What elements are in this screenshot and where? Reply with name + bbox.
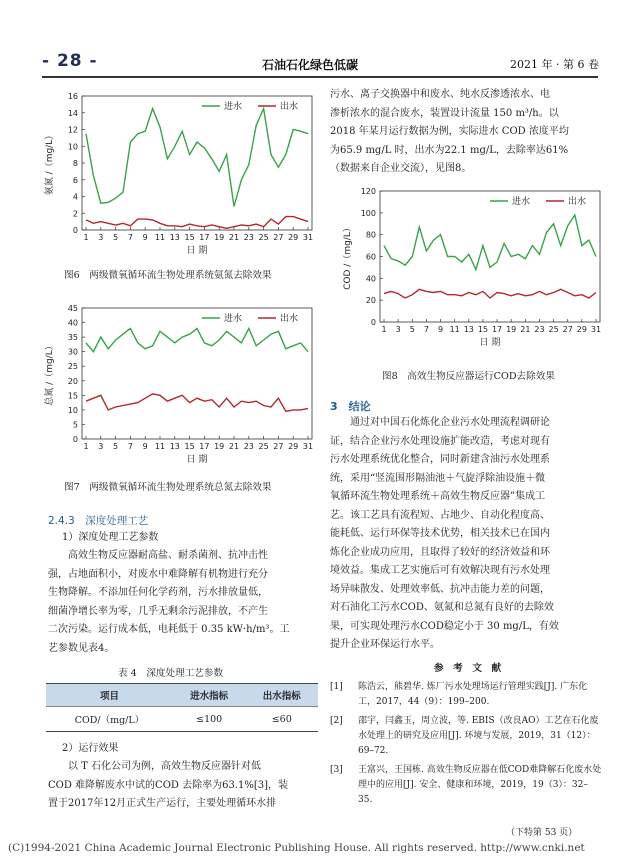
x-tick-label: 13	[169, 233, 180, 242]
legend-label: 出水	[280, 102, 299, 112]
reference-text: 陈浩云，熊碧华. 炼厂污水处理场运行管理实践[J]. 广东化工，2017，44（9）：199–200.	[358, 682, 588, 707]
x-tick-label: 27	[562, 325, 573, 334]
x-tick-label: 9	[142, 442, 148, 451]
table4-cell-outflow: ≤60	[245, 707, 318, 732]
fig6-caption: 图6 两级微氧循环流生物处理系统氨氮去除效果	[64, 270, 272, 281]
x-axis-label: 日 期	[186, 246, 208, 256]
x-tick-label: 11	[154, 233, 166, 242]
y-tick-label: 0	[72, 226, 78, 235]
text-line: 二次污染。运行成本低，电耗低于 0.35 kW·h/m³。工	[48, 624, 290, 635]
x-tick-label: 23	[534, 325, 545, 334]
table4-header-outflow: 出水指标	[245, 684, 318, 707]
continued-note: （下特第 53 页）	[506, 828, 578, 838]
y-tick-label: 30	[67, 347, 78, 357]
text-line: 通过对中国石化炼化企业污水处理流程调研论	[350, 417, 550, 428]
text-line: 艺参数见表4。	[48, 642, 115, 654]
reference-item	[330, 763, 602, 808]
x-tick-label: 17	[491, 325, 503, 334]
y-tick-label: 120	[360, 187, 376, 196]
y-tick-label: 40	[365, 274, 376, 284]
reference-text: 王富兴，王国栋. 高效生物反应器在低COD难降解石化废水处理中的应用[J]. 安全、健康和环境，2019，19（3）：32–35.	[358, 765, 602, 805]
series-line-inflow	[86, 109, 308, 207]
x-tick-label: 23	[243, 442, 254, 451]
y-tick-label: 6	[72, 175, 78, 185]
fig8-caption: 图8 高效生物反应器运行COD去除效果	[382, 371, 555, 382]
y-tick-label: 2	[72, 209, 78, 219]
text-line: 能耗低、运行环保等技术优势，相关技术已在国内	[330, 528, 550, 539]
x-tick-label: 13	[463, 325, 474, 334]
x-tick-label: 3	[98, 442, 104, 451]
x-tick-label: 5	[113, 442, 119, 451]
text-line: （数据来自企业交流），见图8。	[330, 163, 472, 174]
y-tick-label: 45	[67, 304, 78, 313]
sub2-heading: 2）运行效果	[62, 743, 119, 754]
fig8-chart	[338, 183, 608, 358]
y-tick-label: 10	[67, 405, 78, 415]
series-line-inflow	[86, 328, 308, 351]
reference-number: [3]	[330, 765, 343, 775]
y-tick-label: 40	[67, 318, 78, 328]
section-2-4-3-title: 2.4.3 深度处理工艺	[48, 515, 149, 527]
legend-label: 进水	[512, 197, 531, 207]
journal-title: 石油石化绿色低碳	[262, 58, 359, 72]
x-tick-label: 15	[184, 233, 195, 242]
x-axis-label: 日 期	[479, 338, 501, 348]
x-tick-label: 5	[409, 325, 415, 334]
x-tick-label: 3	[395, 325, 401, 334]
x-tick-label: 21	[520, 325, 531, 334]
y-tick-label: 20	[365, 296, 376, 306]
conclusion-title: 3 结论	[330, 400, 371, 413]
text-line: 渗析浓水的混合废水，装置设计流量 150 m³/h。以	[330, 107, 559, 119]
table4	[46, 683, 318, 732]
x-tick-label: 11	[154, 442, 166, 451]
x-tick-label: 27	[273, 233, 284, 242]
table4-caption: 表 4 深度处理工艺参数	[118, 668, 224, 679]
series-line-inflow	[384, 215, 596, 270]
x-tick-label: 23	[243, 233, 254, 242]
text-line: 对石油化工污水COD、氨氮和总氮有良好的去除效	[330, 602, 554, 613]
text-line: 生物降解。不添加任何化学药剂，污水排放量低，	[48, 587, 268, 598]
reference-item	[330, 680, 602, 710]
x-tick-label: 31	[302, 233, 314, 242]
y-tick-label: 5	[72, 420, 78, 430]
table4-cell-inflow: ≤100	[173, 707, 246, 732]
y-tick-label: 4	[72, 192, 78, 202]
x-tick-label: 11	[449, 325, 460, 334]
text-line: 氧循环流生物处理系统＋高效生物反应器”集成工	[330, 491, 546, 502]
sub1-heading: 1）深度处理工艺参数	[62, 532, 159, 543]
references-list	[330, 680, 602, 812]
text-line: 污水处理系统优化整合，同时新建含油污水处理系	[330, 454, 550, 465]
x-tick-label: 17	[199, 233, 210, 242]
x-tick-label: 15	[477, 325, 489, 334]
text-line: 果，可实现处理污水COD稳定小于 30 mg/L，有效	[330, 620, 559, 632]
x-tick-label: 9	[437, 325, 444, 334]
x-tick-label: 27	[273, 442, 284, 451]
y-tick-label: 100	[360, 208, 376, 218]
x-tick-label: 13	[169, 442, 180, 451]
text-line: 场异味散发、处理效率低、抗冲击能力差的问题，	[330, 583, 550, 595]
reference-text: 邵宇，闫鑫玉，周立波，等. EBIS（改良AO）工艺在石化废水处理上的研究及应用[J]. 环境与发展，2019，31（12）：69–72.	[358, 716, 599, 756]
x-tick-label: 25	[258, 233, 269, 242]
text-line: 证，结合企业污水处理设施扩能改造，考虑对现有	[330, 435, 550, 447]
header-rule	[42, 76, 598, 78]
y-tick-label: 0	[72, 435, 78, 444]
x-tick-label: 29	[288, 442, 299, 451]
x-tick-label: 25	[258, 442, 269, 451]
x-tick-label: 1	[83, 233, 89, 242]
table4-cell-item: COD/（mg/L）	[46, 707, 173, 732]
text-line: 细菌净增长率为零，几乎无剩余污泥排放，不产生	[48, 605, 268, 617]
running-effect-body	[48, 758, 318, 814]
x-axis-label: 日 期	[186, 455, 208, 465]
text-line: 统，采用“竖流围形隔油池＋气旋浮除油设施＋微	[330, 472, 546, 484]
x-tick-label: 1	[381, 325, 387, 334]
y-axis-label: COD /（mg/L）	[343, 223, 353, 290]
table4-header-item: 项目	[46, 684, 173, 707]
x-tick-label: 29	[288, 233, 299, 242]
x-tick-label: 31	[302, 442, 314, 451]
fig7-caption: 图7 两级微氧循环流生物处理系统总氮去除效果	[64, 482, 272, 493]
y-tick-label: 8	[72, 159, 78, 168]
y-tick-label: 60	[365, 252, 376, 262]
reference-number: [1]	[330, 682, 343, 692]
series-line-outflow	[86, 394, 308, 411]
series-line-outflow	[384, 289, 596, 298]
y-axis-label: 氨氮 /（mg/L）	[45, 130, 55, 196]
legend-label: 进水	[224, 102, 243, 112]
x-tick-label: 9	[142, 233, 148, 242]
x-tick-label: 21	[228, 442, 240, 451]
text-line: 置于2017年12月正式生产运行，主要处理循环水排	[48, 798, 277, 809]
x-tick-label: 7	[423, 325, 429, 334]
conclusion-body	[330, 414, 602, 655]
text-line: 强，占地面积小，对废水中难降解有机物进行充分	[48, 568, 268, 580]
fig6-chart	[40, 88, 320, 266]
legend-label: 出水	[280, 314, 299, 324]
x-tick-label: 17	[199, 442, 210, 451]
page-number: - 28 -	[42, 51, 98, 71]
text-line: 高效生物反应器耐高盐、耐杀菌剂、抗冲击性	[68, 550, 268, 561]
reference-number: [2]	[330, 716, 343, 726]
plot-frame	[82, 96, 312, 230]
legend-label: 进水	[224, 314, 243, 324]
y-tick-label: 80	[365, 230, 376, 240]
text-line: 境效益。集成工艺实施后可有效解决现有污水处理	[330, 565, 550, 576]
text-line: 为65.9 mg/L 时，出水为22.1 mg/L，去除率达61%	[330, 144, 569, 156]
y-tick-label: 15	[67, 391, 78, 401]
x-tick-label: 5	[113, 233, 119, 242]
x-tick-label: 25	[548, 325, 559, 334]
x-tick-label: 7	[127, 233, 133, 242]
y-tick-label: 10	[67, 142, 78, 152]
right-intro-body	[330, 86, 602, 179]
x-tick-label: 3	[98, 233, 104, 242]
table4-header-inflow: 进水指标	[173, 684, 246, 707]
text-line: 以 T 石化公司为例，高效生物反应器针对低	[68, 761, 262, 772]
copyright-footer: (C)1994-2021 China Academic Journal Electronic Publishing House. All rights reserved. http://www.cnki.net	[8, 842, 585, 854]
x-tick-label: 19	[214, 442, 225, 451]
x-tick-label: 29	[576, 325, 587, 334]
fig7-chart	[40, 300, 320, 475]
y-tick-label: 16	[67, 92, 78, 101]
x-tick-label: 1	[83, 442, 89, 451]
y-tick-label: 25	[67, 362, 78, 372]
text-line: 炼化企业成功应用，且取得了较好的经济效益和环	[330, 546, 550, 558]
y-tick-label: 35	[67, 333, 78, 343]
y-tick-label: 20	[67, 376, 78, 386]
x-tick-label: 7	[127, 442, 133, 451]
x-tick-label: 21	[228, 233, 240, 242]
series-line-outflow	[86, 217, 308, 229]
text-line: 提升企业环保运行水平。	[330, 639, 440, 650]
text-line: 污水、离子交换器中和废水、纯水反渗透浓水、电	[330, 89, 550, 100]
x-tick-label: 19	[506, 325, 517, 334]
x-tick-label: 15	[184, 442, 195, 451]
y-axis-label: 总氮 /（mg/L）	[45, 341, 55, 406]
y-tick-label: 12	[67, 125, 78, 135]
x-tick-label: 31	[590, 325, 602, 334]
x-tick-label: 19	[214, 233, 225, 242]
legend-label: 出水	[568, 197, 587, 207]
issue-label: 2021 年 · 第 6 卷	[510, 58, 599, 71]
section-2-4-3-body	[48, 547, 318, 658]
text-line: 2018 年某月运行数据为例，实际进水 COD 浓度平均	[330, 126, 569, 137]
y-tick-label: 0	[370, 318, 376, 327]
text-line: 艺。该工艺具有流程短、占地少、自动化程度高、	[330, 509, 550, 521]
reference-item	[330, 714, 602, 759]
references-title: 参 考 文 献	[434, 663, 502, 674]
text-line: COD 难降解废水中试的COD 去除率为63.1%[3]，装	[48, 779, 289, 791]
y-tick-label: 14	[67, 108, 78, 118]
